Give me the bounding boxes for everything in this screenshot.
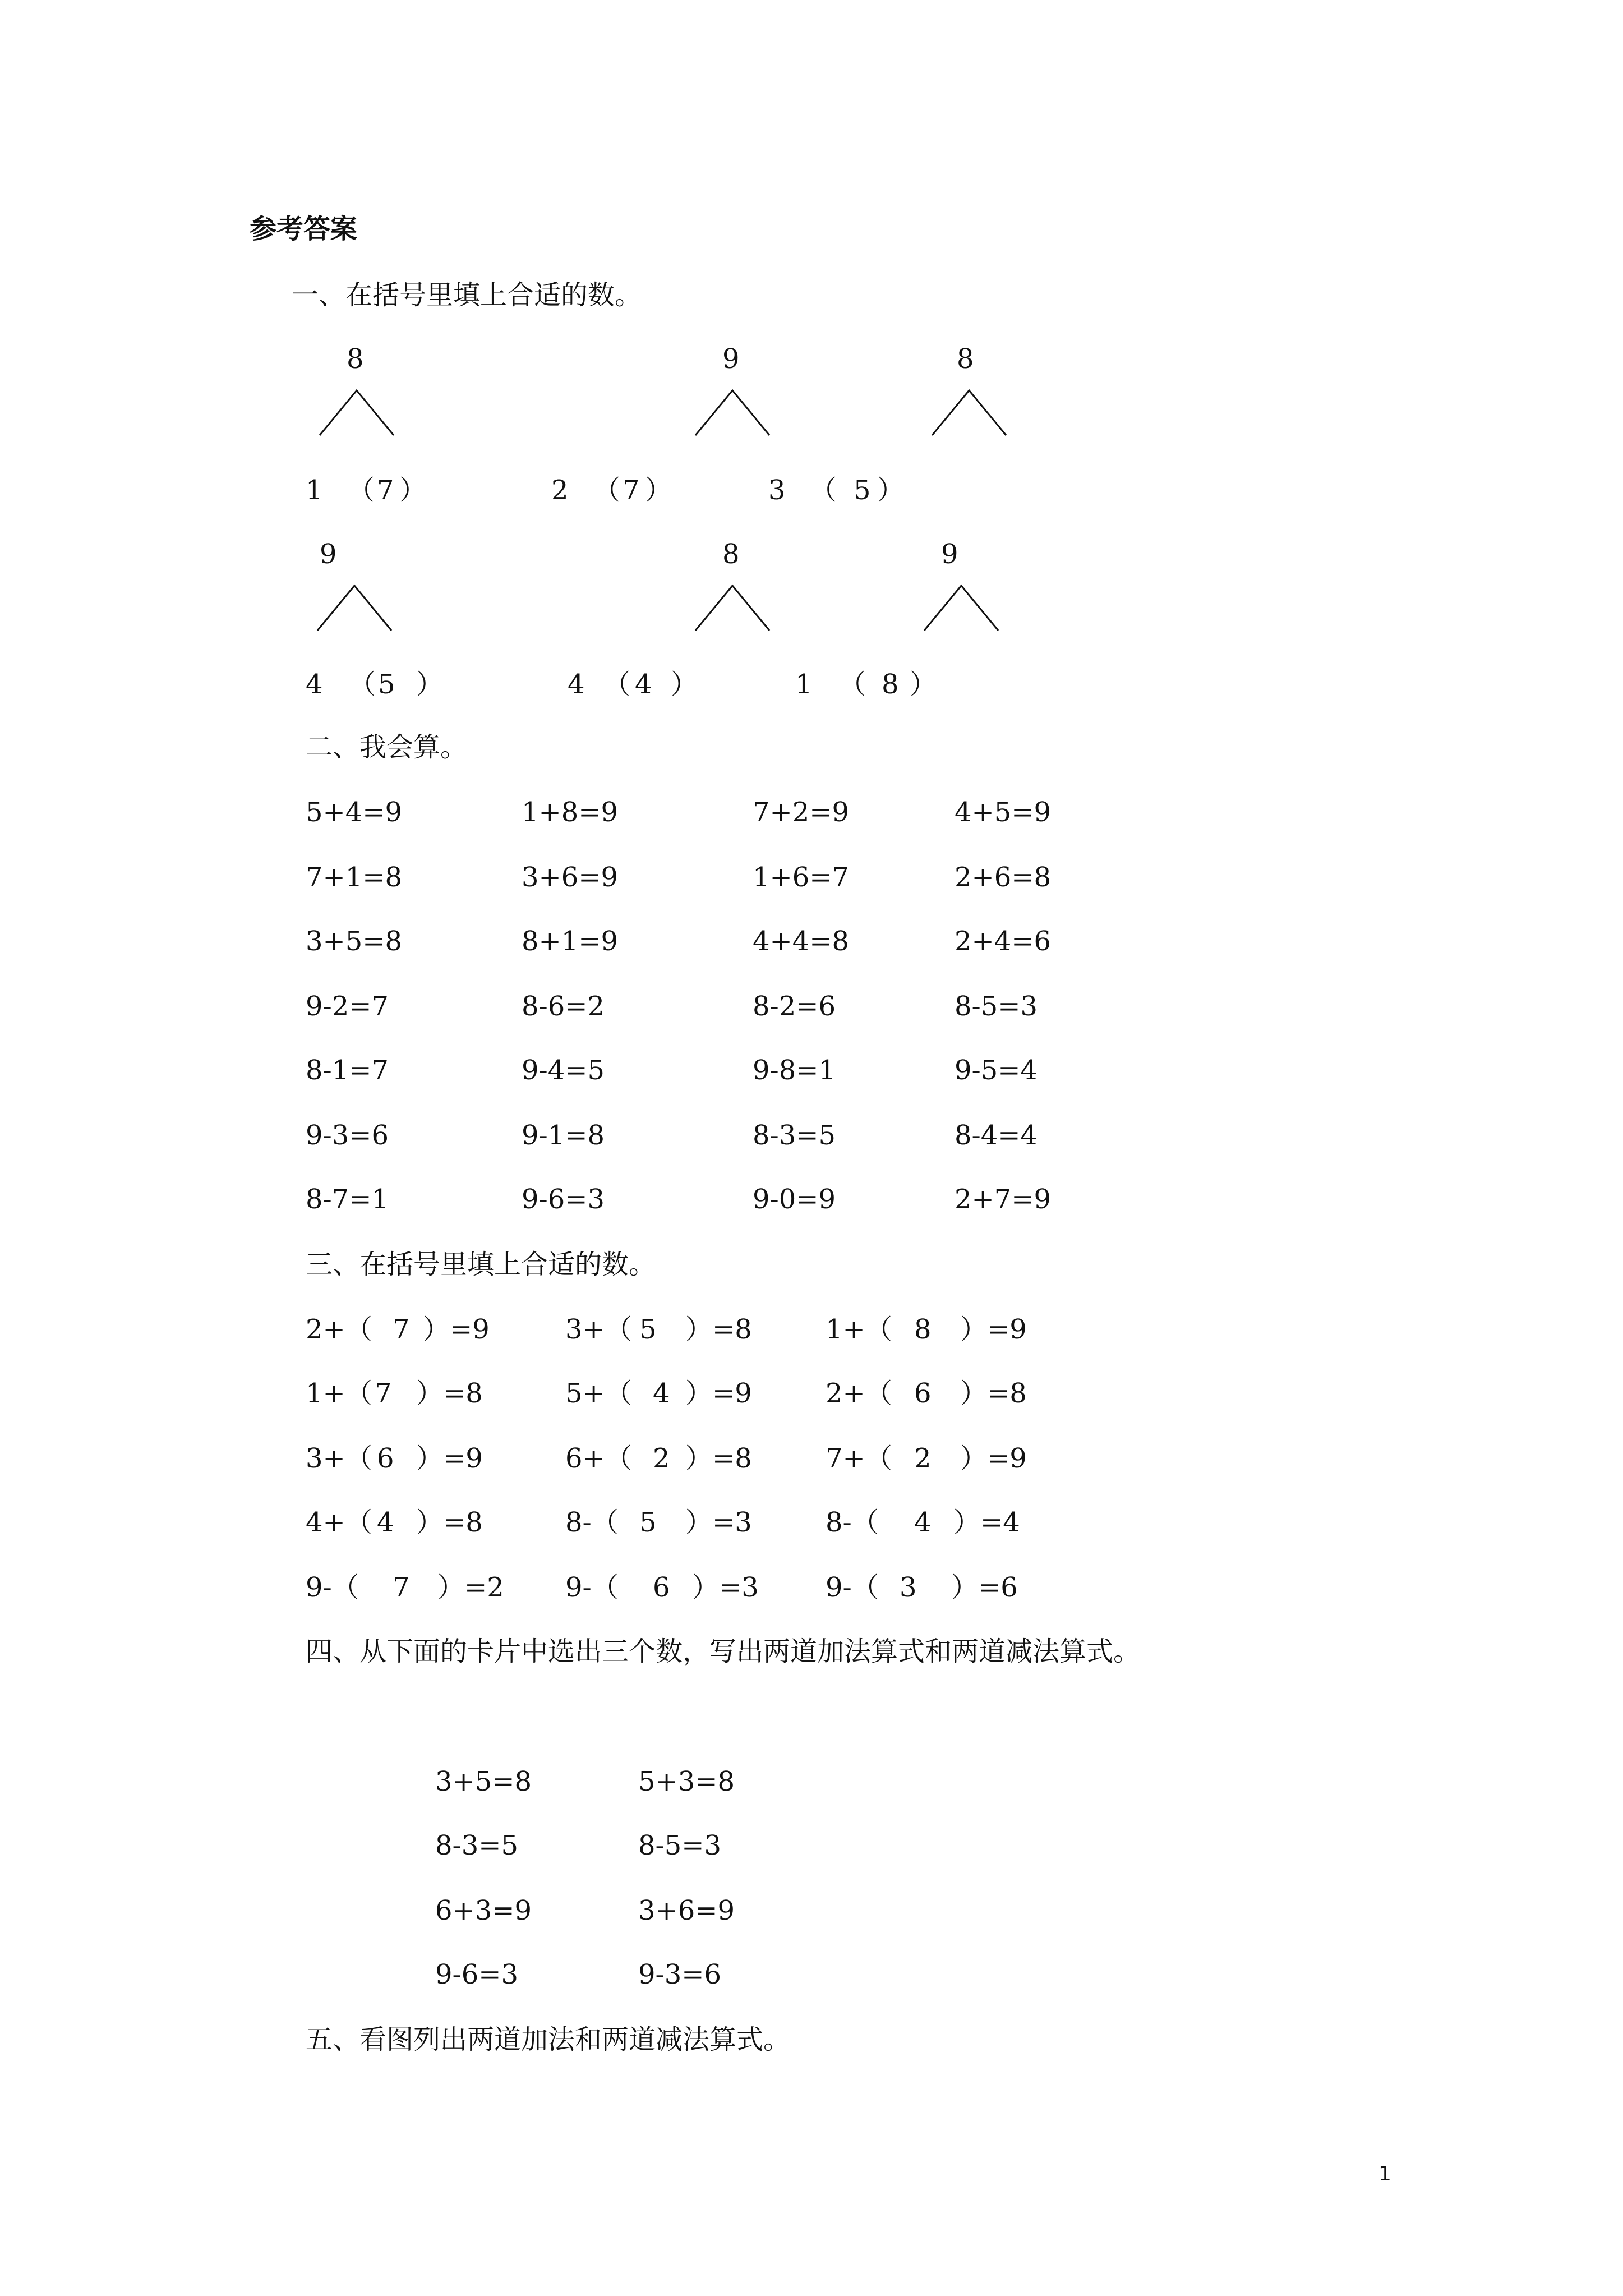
card-equation: 8-3=5 [435,1830,519,1861]
fill-prefix: 1+（ [306,1378,372,1409]
branch-lines [317,586,391,631]
section-2-heading: 二、我会算。 [306,731,468,763]
decomp-paren-open: （ [348,475,375,506]
fill-suffix: ）=8 [416,1378,483,1409]
decomp-paren-close: ） [877,475,905,506]
fill-suffix: ）=8 [685,1314,752,1345]
fill-prefix: 3+（ [565,1314,632,1345]
fill-answer: 4 [377,1507,394,1538]
decomp-paren-open: （ [810,475,837,506]
decomp-paren-open: （ [593,475,621,506]
calc-item: 9-5=4 [955,1055,1038,1086]
decomp-answer: 7 [623,475,640,506]
calc-item: 8+1=9 [522,926,619,957]
fill-answer: 2 [914,1443,932,1474]
decomp-paren-open: （ [603,669,631,700]
fill-prefix: 8-（ [826,1507,879,1538]
fill-prefix: 1+（ [826,1314,892,1345]
card-equation: 9-3=6 [638,1959,722,1990]
decomp-paren-open: （ [349,669,376,700]
calc-item: 4+4=8 [753,926,850,957]
fill-suffix: ）=9 [960,1314,1027,1345]
fill-prefix: 9-（ [826,1572,879,1603]
calc-item: 3+6=9 [522,862,619,893]
fill-answer: 6 [914,1378,932,1409]
fill-suffix: ）=9 [423,1314,490,1345]
decomp-left-number: 2 [551,475,569,506]
decomp-left-number: 1 [306,475,323,506]
fill-answer: 4 [653,1378,670,1409]
fill-suffix: ）=6 [951,1572,1018,1603]
calc-item: 7+2=9 [753,797,850,828]
calc-item: 2+4=6 [955,926,1052,957]
branch-lines [695,586,769,631]
page-number: 1 [1378,2162,1391,2185]
decomp-answer: 4 [635,669,652,700]
calc-item: 9-4=5 [522,1055,605,1086]
calc-item: 3+5=8 [306,926,403,957]
calc-item: 1+6=7 [753,862,850,893]
fill-prefix: 7+（ [826,1443,892,1474]
card-equation: 3+6=9 [638,1895,735,1926]
fill-answer: 6 [653,1572,670,1603]
card-equation: 9-6=3 [435,1959,519,1990]
calc-item: 8-6=2 [522,991,605,1022]
fill-answer: 5 [639,1507,657,1538]
decomp-top-number: 9 [941,539,958,570]
calc-item: 2+6=8 [955,862,1052,893]
fill-answer: 7 [375,1378,392,1409]
branch-lines [924,586,998,631]
fill-answer: 4 [914,1507,932,1538]
fill-answer: 7 [393,1314,410,1345]
branch-lines [932,390,1006,435]
fill-suffix: ）=8 [960,1378,1027,1409]
calc-item: 2+7=9 [955,1184,1052,1215]
section-4-heading: 四、从下面的卡片中选出三个数，写出两道加法算式和两道减法算式。 [306,1636,1141,1667]
decomp-paren-close: ） [671,669,698,700]
decomp-answer: 8 [882,669,899,700]
fill-prefix: 2+（ [826,1378,892,1409]
calc-item: 8-3=5 [753,1120,836,1151]
branch-lines [695,390,769,435]
calc-item: 5+4=9 [306,797,403,828]
decomp-left-number: 1 [795,669,813,700]
fill-answer: 7 [393,1572,410,1603]
fill-prefix: 2+（ [306,1314,372,1345]
section-5-heading: 五、看图列出两道加法和两道减法算式。 [306,2024,791,2055]
calc-item: 8-1=7 [306,1055,389,1086]
fill-suffix: ）=3 [692,1572,759,1603]
decomp-answer: 5 [854,475,871,506]
decomp-top-number: 9 [722,343,740,375]
decomp-left-number: 3 [768,475,786,506]
fill-suffix: ）=4 [953,1507,1020,1538]
calc-item: 8-7=1 [306,1184,389,1215]
fill-prefix: 9-（ [306,1572,359,1603]
decomp-top-number: 8 [957,343,974,375]
card-equation: 3+5=8 [435,1766,532,1797]
calc-item: 8-2=6 [753,991,836,1022]
decomp-paren-close: ） [416,669,444,700]
calc-item: 7+1=8 [306,862,403,893]
calc-item: 9-1=8 [522,1120,605,1151]
decomp-answer: 7 [377,475,394,506]
decomp-paren-close: ） [910,669,937,700]
fill-answer: 2 [653,1443,670,1474]
decomp-answer: 5 [378,669,395,700]
decomp-top-number: 9 [320,539,337,570]
calc-item: 9-3=6 [306,1120,389,1151]
calc-item: 8-4=4 [955,1120,1038,1151]
fill-suffix: ）=8 [416,1507,483,1538]
fill-answer: 6 [377,1443,394,1474]
fill-prefix: 4+（ [306,1507,372,1538]
calc-item: 9-2=7 [306,991,389,1022]
card-equation: 6+3=9 [435,1895,532,1926]
decomp-top-number: 8 [347,343,364,375]
decomp-paren-close: ） [399,475,427,506]
fill-answer: 5 [639,1314,657,1345]
section-3-heading: 三、在括号里填上合适的数。 [306,1249,656,1280]
branch-lines [320,390,394,435]
decomp-left-number: 4 [306,669,323,700]
card-equation: 8-5=3 [638,1830,722,1861]
fill-suffix: ）=9 [416,1443,483,1474]
fill-prefix: 5+（ [565,1378,632,1409]
decomp-paren-open: （ [839,669,866,700]
decomp-top-number: 8 [722,539,740,570]
fill-suffix: ）=2 [437,1572,504,1603]
decomp-paren-close: ） [645,475,672,506]
calc-item: 9-8=1 [753,1055,836,1086]
fill-prefix: 6+（ [565,1443,632,1474]
fill-prefix: 9-（ [565,1572,619,1603]
card-equation: 5+3=8 [638,1766,735,1797]
calc-item: 9-0=9 [753,1184,836,1215]
fill-answer: 3 [900,1572,917,1603]
calc-item: 9-6=3 [522,1184,605,1215]
fill-suffix: ）=8 [685,1443,752,1474]
section-1-heading: 一、在括号里填上合适的数。 [292,279,642,311]
decomp-left-number: 4 [568,669,585,700]
calc-item: 8-5=3 [955,991,1038,1022]
calc-item: 4+5=9 [955,797,1052,828]
fill-prefix: 3+（ [306,1443,372,1474]
fill-suffix: ）=3 [685,1507,752,1538]
fill-prefix: 8-（ [565,1507,619,1538]
page-title: 参考答案 [250,213,358,245]
calc-item: 1+8=9 [522,797,619,828]
fill-suffix: ）=9 [960,1443,1027,1474]
fill-suffix: ）=9 [685,1378,752,1409]
fill-answer: 8 [914,1314,932,1345]
